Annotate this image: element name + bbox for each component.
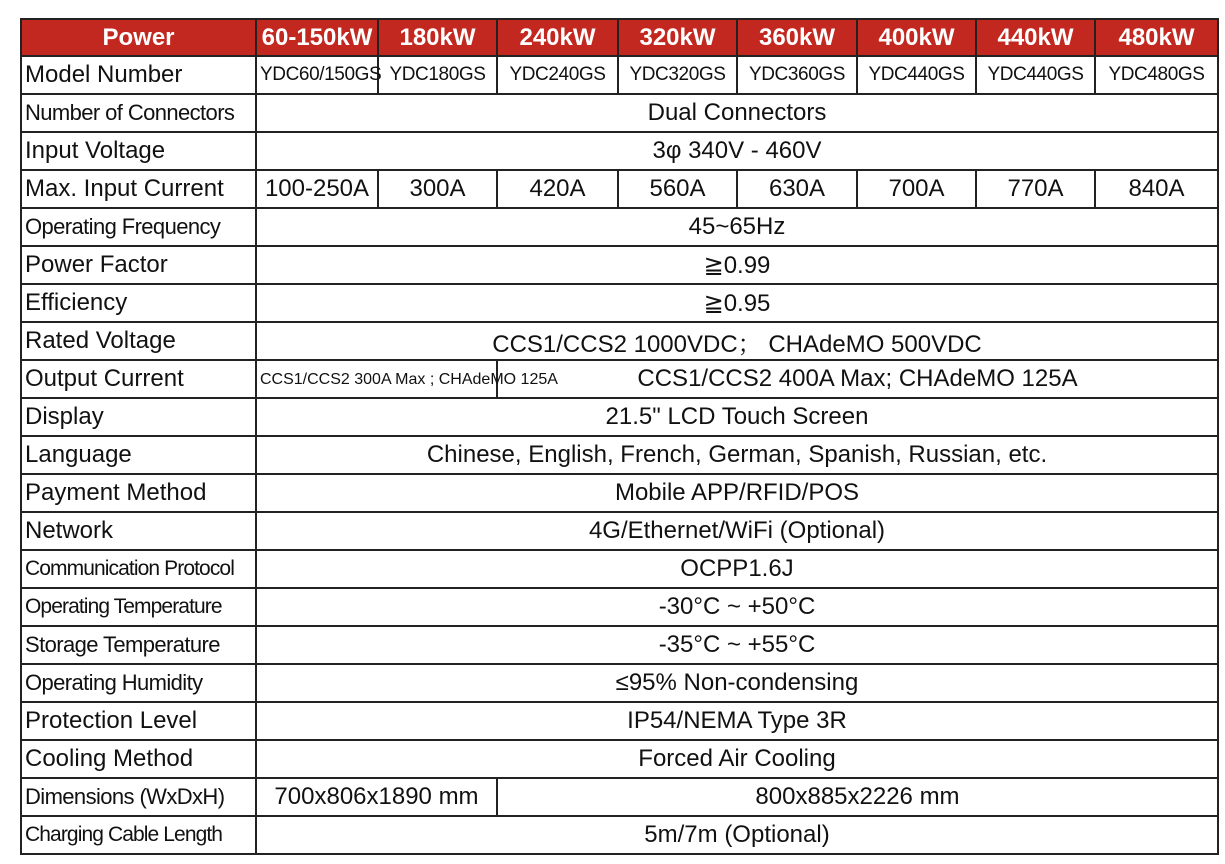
- rating-header: 180kW: [378, 19, 497, 56]
- row-storage-temperature: [21, 626, 1218, 664]
- row-label: Display: [21, 398, 256, 436]
- row-label: Power Factor: [21, 246, 256, 284]
- model-cell: YDC440GS: [976, 56, 1095, 94]
- row-language: [21, 436, 1218, 474]
- model-cell: YDC320GS: [618, 56, 737, 94]
- row-input-voltage: [21, 132, 1218, 170]
- row-protection-level: [21, 702, 1218, 740]
- row-label: Efficiency: [21, 284, 256, 322]
- row-output-current: [21, 360, 1218, 398]
- spec-table: [20, 18, 1219, 855]
- rating-header: 60-150kW: [256, 19, 378, 56]
- row-cable-length: [21, 816, 1218, 854]
- row-display: [21, 398, 1218, 436]
- row-label: Operating Temperature: [21, 588, 256, 626]
- row-payment-method: [21, 474, 1218, 512]
- rating-header: 320kW: [618, 19, 737, 56]
- current-cell: 770A: [976, 170, 1095, 208]
- row-value: 3φ 340V - 460V: [256, 132, 1218, 170]
- model-cell: YDC60/150GS: [256, 56, 378, 94]
- model-cell: YDC440GS: [857, 56, 976, 94]
- row-cooling-method: [21, 740, 1218, 778]
- row-value: Mobile APP/RFID/POS: [256, 474, 1218, 512]
- power-header: Power: [21, 19, 256, 56]
- row-label: Operating Humidity: [21, 664, 256, 702]
- row-rated-voltage: [21, 322, 1218, 360]
- rating-header: 400kW: [857, 19, 976, 56]
- row-label: Model Number: [21, 56, 256, 94]
- rating-header: 240kW: [497, 19, 618, 56]
- output-current-first: CCS1/CCS2 300A Max ; CHAdeMO 125A: [256, 360, 497, 398]
- row-connectors: [21, 94, 1218, 132]
- row-value: 45~65Hz: [256, 208, 1218, 246]
- row-value: 4G/Ethernet/WiFi (Optional): [256, 512, 1218, 550]
- row-label: Number of Connectors: [21, 94, 256, 132]
- model-cell: YDC360GS: [737, 56, 857, 94]
- dimensions-first: 700x806x1890 mm: [256, 778, 497, 816]
- model-cell: YDC240GS: [497, 56, 618, 94]
- rating-header: 360kW: [737, 19, 857, 56]
- row-label: Output Current: [21, 360, 256, 398]
- row-label: Operating Frequency: [21, 208, 256, 246]
- row-efficiency: [21, 284, 1218, 322]
- row-label: Payment Method: [21, 474, 256, 512]
- row-operating-temperature: [21, 588, 1218, 626]
- dimensions-rest: 800x885x2226 mm: [497, 778, 1218, 816]
- row-label: Storage Temperature: [21, 626, 256, 664]
- model-cell: YDC480GS: [1095, 56, 1218, 94]
- row-value: 21.5" LCD Touch Screen: [256, 398, 1218, 436]
- row-value: ≧0.95: [256, 284, 1218, 322]
- row-value: Dual Connectors: [256, 94, 1218, 132]
- model-cell: YDC180GS: [378, 56, 497, 94]
- current-cell: 560A: [618, 170, 737, 208]
- row-label: Dimensions (WxDxH): [21, 778, 256, 816]
- row-power-factor: [21, 246, 1218, 284]
- current-cell: 630A: [737, 170, 857, 208]
- current-cell: 420A: [497, 170, 618, 208]
- rating-header: 480kW: [1095, 19, 1218, 56]
- row-operating-frequency: [21, 208, 1218, 246]
- current-cell: 840A: [1095, 170, 1218, 208]
- row-label: Cooling Method: [21, 740, 256, 778]
- row-value: Chinese, English, French, German, Spanish, Russian, etc.: [256, 436, 1218, 474]
- row-network: [21, 512, 1218, 550]
- row-max-input-current: [21, 170, 1218, 208]
- current-cell: 100-250A: [256, 170, 378, 208]
- row-label: Network: [21, 512, 256, 550]
- header-row: [21, 19, 1218, 56]
- row-value: IP54/NEMA Type 3R: [256, 702, 1218, 740]
- row-value: Forced Air Cooling: [256, 740, 1218, 778]
- row-model-number: [21, 56, 1218, 94]
- output-current-rest: CCS1/CCS2 400A Max; CHAdeMO 125A: [497, 360, 1218, 398]
- row-value: 5m/7m (Optional): [256, 816, 1218, 854]
- row-label: Language: [21, 436, 256, 474]
- row-value: ≧0.99: [256, 246, 1218, 284]
- row-value: -30°C ~ +50°C: [256, 588, 1218, 626]
- row-communication-protocol: [21, 550, 1218, 588]
- row-value: ≤95% Non-condensing: [256, 664, 1218, 702]
- row-dimensions: [21, 778, 1218, 816]
- rating-header: 440kW: [976, 19, 1095, 56]
- row-label: Input Voltage: [21, 132, 256, 170]
- row-value: CCS1/CCS2 1000VDC； CHAdeMO 500VDC: [256, 322, 1218, 360]
- current-cell: 300A: [378, 170, 497, 208]
- row-operating-humidity: [21, 664, 1218, 702]
- row-label: Charging Cable Length: [21, 816, 256, 854]
- row-label: Protection Level: [21, 702, 256, 740]
- row-label: Rated Voltage: [21, 322, 256, 360]
- row-label: Max. Input Current: [21, 170, 256, 208]
- row-value: OCPP1.6J: [256, 550, 1218, 588]
- row-value: -35°C ~ +55°C: [256, 626, 1218, 664]
- current-cell: 700A: [857, 170, 976, 208]
- row-label: Communication Protocol: [21, 550, 256, 588]
